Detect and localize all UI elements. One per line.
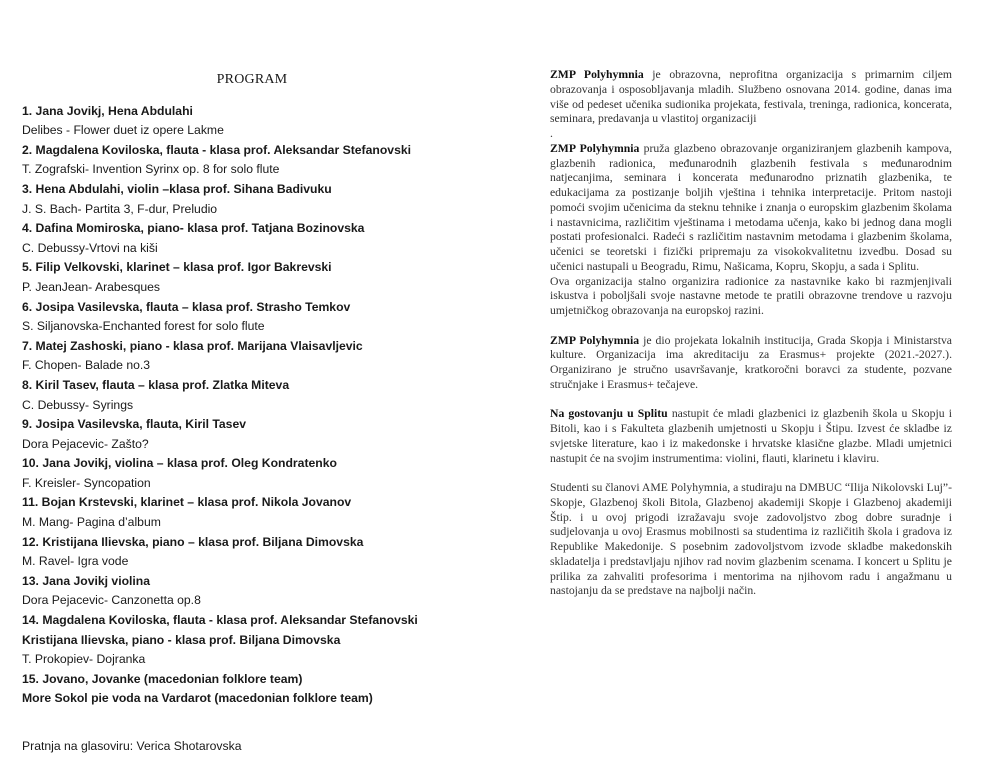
accompaniment-note: Pratnja na glasoviru: Verica Shotarovska xyxy=(22,739,242,753)
performer-line: 5. Filip Velkovski, klarinet – klasa prof. Igor Bakrevski xyxy=(22,260,332,275)
about-column xyxy=(550,68,952,614)
paragraph-text: je dio projekata lokalnih institucija, Grada Skopja i Ministarstva kulture. Organizacija ima akreditaciju za Erasmus+ projekte (2021.-2027.). Organizirano je stručno usavršavanje, kratkoročni boravci za studente, pozvane stručnjake i Erasmus+ tečajeve. xyxy=(550,333,952,391)
org-name: ZMP Polyhymnia xyxy=(550,68,644,81)
performer-line: 10. Jana Jovikj, violina – klasa prof. Oleg Kondratenko xyxy=(22,456,337,471)
composition-line: P. JeanJean- Arabesques xyxy=(22,279,160,294)
program-item xyxy=(22,298,462,337)
program-column xyxy=(22,70,462,757)
paragraph-text: pruža glazbeno obrazovanje organiziranjem glazbenih kampova, glazbenih radionica, međunarodnih glazbenih festivala s međunarodnim natjecanjima, seminara i koncerata međunarodno priznatih glazbenika, te edukacijama za postizanje boljih vještina i tehnika interpretacije. Pritom nastoji pomoći svojim učenicima da steknu tehnike i znanja o europskim glazbenim školama i nastavnicima, različitim vještinama i metodama učenja, kako bi jednog dana mogli postati profesionalci. Radeći s različitim nastavnim metodama i glazbenim školama, učenici se teoretski i fizički pripremaju za visokokvalitetnu izvedbu. Dosad su učenici nastupali u Beogradu, Rimu, Našicama, Kopru, Skopju, a sada i Splitu. xyxy=(550,141,952,273)
composition-line: J. S. Bach- Partita 3, F-dur, Preludio xyxy=(22,201,218,216)
program-title: PROGRAM xyxy=(216,72,288,87)
performer-line: 13. Jana Jovikj violina xyxy=(22,573,151,588)
composition-line: Dora Pejacevic- Zašto? xyxy=(22,436,149,451)
paragraph-text: nastupit će mladi glazbenici iz glazbenih škola u Skopju i Bitoli, kao i s Fakulteta glazbenih umjetnosti u Skopju i Štipu. Izvest će skladbe iz svjetske literature, kao i iz makedonske i hrvatske klasične glazbe. Mladi umjetnici nastupit će na svojim instrumentima: violini, flauti, klarinetu i klaviru. xyxy=(550,407,952,465)
org-name: ZMP Polyhymnia xyxy=(550,141,640,155)
composition-line: F. Kreisler- Syncopation xyxy=(22,475,151,490)
program-item xyxy=(22,376,462,415)
program-item xyxy=(22,141,462,180)
section-lead: Na gostovanju u Splitu xyxy=(550,407,668,421)
org-name: ZMP Polyhymnia xyxy=(550,333,640,347)
program-item xyxy=(22,533,462,572)
performer-line: 2. Magdalena Koviloska, flauta - klasa prof. Aleksandar Stefanovski xyxy=(22,142,412,157)
performer-line: More Sokol pie voda na Vardarot (macedonian folklore team) xyxy=(22,691,373,706)
performer-line: 8. Kiril Tasev, flauta – klasa prof. Zlatka Miteva xyxy=(22,377,290,392)
composition-line: C. Debussy-Vrtovi na kiši xyxy=(22,240,158,255)
composition-line: S. Siljanovska-Enchanted forest for solo flute xyxy=(22,319,265,334)
composition-line: Delibes - Flower duet iz opere Lakme xyxy=(22,123,224,138)
about-paragraph xyxy=(550,407,952,466)
program-item xyxy=(22,670,462,709)
program-item xyxy=(22,493,462,532)
about-paragraph: Ova organizacija stalno organizira radionice za nastavnike kako bi razmjenjivali iskustva i poboljšali svoje nastavne metode te pratili obrazovne trendove u razvoju umjetničkog obrazovanja na europskoj razini. xyxy=(550,274,952,317)
program-item xyxy=(22,102,462,141)
paragraph-text: je obrazovna, neprofitna organizacija s primarnim ciljem obrazovanja i osposobljavanja mladih. Službeno osnovana 2014. godine, danas ima više od pedeset učenika sudionika projekata, festivala, treninga, radionica, koncerata, seminara, predavanja u vlastitoj organizaciji xyxy=(550,68,952,126)
composition-line: T. Zografski- Invention Syrinx op. 8 for solo flute xyxy=(22,162,280,177)
composition-line: C. Debussy- Syrings xyxy=(22,397,134,412)
composition-line: M. Ravel- Igra vode xyxy=(22,554,129,569)
performer-line: 14. Magdalena Koviloska, flauta - klasa prof. Aleksandar Stefanovski xyxy=(22,613,418,628)
program-item xyxy=(22,454,462,493)
composition-line: T. Prokopiev- Dojranka xyxy=(22,652,146,667)
program-item xyxy=(22,219,462,258)
about-paragraph xyxy=(550,142,952,275)
performer-line: 11. Bojan Krstevski, klarinet – klasa prof. Nikola Jovanov xyxy=(22,495,352,510)
program-item xyxy=(22,611,462,670)
performer-line: 6. Josipa Vasilevska, flauta – klasa prof. Strasho Temkov xyxy=(22,299,351,314)
about-paragraph xyxy=(550,68,952,127)
composition-line: M. Mang- Pagina d’album xyxy=(22,515,161,530)
program-item xyxy=(22,258,462,297)
program-item xyxy=(22,415,462,454)
program-item xyxy=(22,572,462,611)
stray-period: . xyxy=(550,127,553,140)
program-item xyxy=(22,180,462,219)
about-paragraph xyxy=(550,334,952,393)
about-paragraph: Studenti su članovi AME Polyhymnia, a studiraju na DMBUC “Ilija Nikolovski Luj”-Skopje, Glazbenoj školi Bitola, Glazbenoj akademiji Skopje i Glazbenoj akademiji Štip. i u ovoj prigodi izražavaju svoje zadovoljstvo zbog dobre suradnje i sudjelovanja u ovoj Erasmus mobilnosti sa studentima iz različitih škola i gradova iz Republike Makedonije. S posebnim zadovoljstvom izvode skladbe makedonskih skladatelja i predstavljaju njihov rad novim glazbenim scenama. I koncert u Splitu je prilika za zahvaliti profesorima i mentorima na njihovom radu i angažmanu u nastojanju da se predstave na najbolji način. xyxy=(550,481,952,598)
performer-line: Kristijana Ilievska, piano - klasa prof. Biljana Dimovska xyxy=(22,632,341,647)
performer-line: 1. Jana Jovikj, Hena Abdulahi xyxy=(22,103,193,118)
performer-line: 3. Hena Abdulahi, violin –klasa prof. Sihana Badivuku xyxy=(22,181,332,196)
performer-line: 9. Josipa Vasilevska, flauta, Kiril Tasev xyxy=(22,417,247,432)
performer-line: 7. Matej Zashoski, piano - klasa prof. Marijana Vlaisavljevic xyxy=(22,338,363,353)
performer-line: 4. Dafina Momiroska, piano- klasa prof. Tatjana Bozinovska xyxy=(22,221,365,236)
composition-line: F. Chopen- Balade no.3 xyxy=(22,358,151,373)
program-item xyxy=(22,337,462,376)
performer-line: 15. Jovano, Jovanke (macedonian folklore team) xyxy=(22,671,303,686)
composition-line: Dora Pejacevic- Canzonetta op.8 xyxy=(22,593,201,608)
performer-line: 12. Kristijana Ilievska, piano – klasa prof. Biljana Dimovska xyxy=(22,534,364,549)
